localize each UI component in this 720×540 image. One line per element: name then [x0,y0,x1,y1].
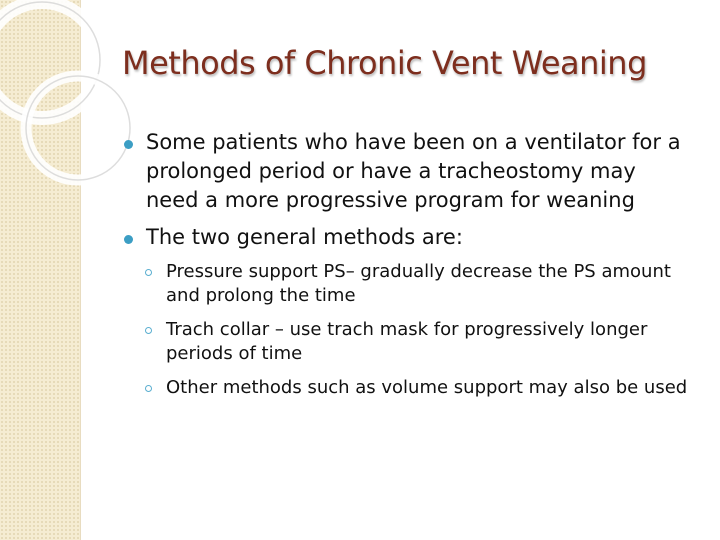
bullet-item [122,128,692,215]
sub-bullet-text: Other methods such as volume support may also be used [166,377,688,398]
bullet-text: Some patients who have been on a ventilator for a prolonged period or have a tracheostomy may need a more progressive program for weaning [146,130,681,212]
slide-title: Methods of Chronic Vent Weaning [122,44,647,82]
sub-bullet-text: Trach collar – use trach mask for progressively longer periods of time [166,319,648,364]
sub-bullet-ring-icon [145,269,152,276]
bullet-item [122,223,692,252]
slide-body [122,128,692,410]
decorative-ring-upper [0,2,100,118]
bullet-dot-icon [124,235,133,244]
sub-bullet-text: Pressure support PS– gradually decrease the PS amount and prolong the time [166,261,671,306]
sub-bullet-ring-icon [145,327,152,334]
sub-bullet-item [142,376,692,400]
decorative-ring-lower-outline [26,76,130,180]
sub-bullet-item [142,318,692,366]
bullet-dot-icon [124,140,133,149]
bullet-text: The two general methods are: [146,225,463,249]
sub-bullet-item [142,260,692,308]
sub-bullet-ring-icon [145,385,152,392]
